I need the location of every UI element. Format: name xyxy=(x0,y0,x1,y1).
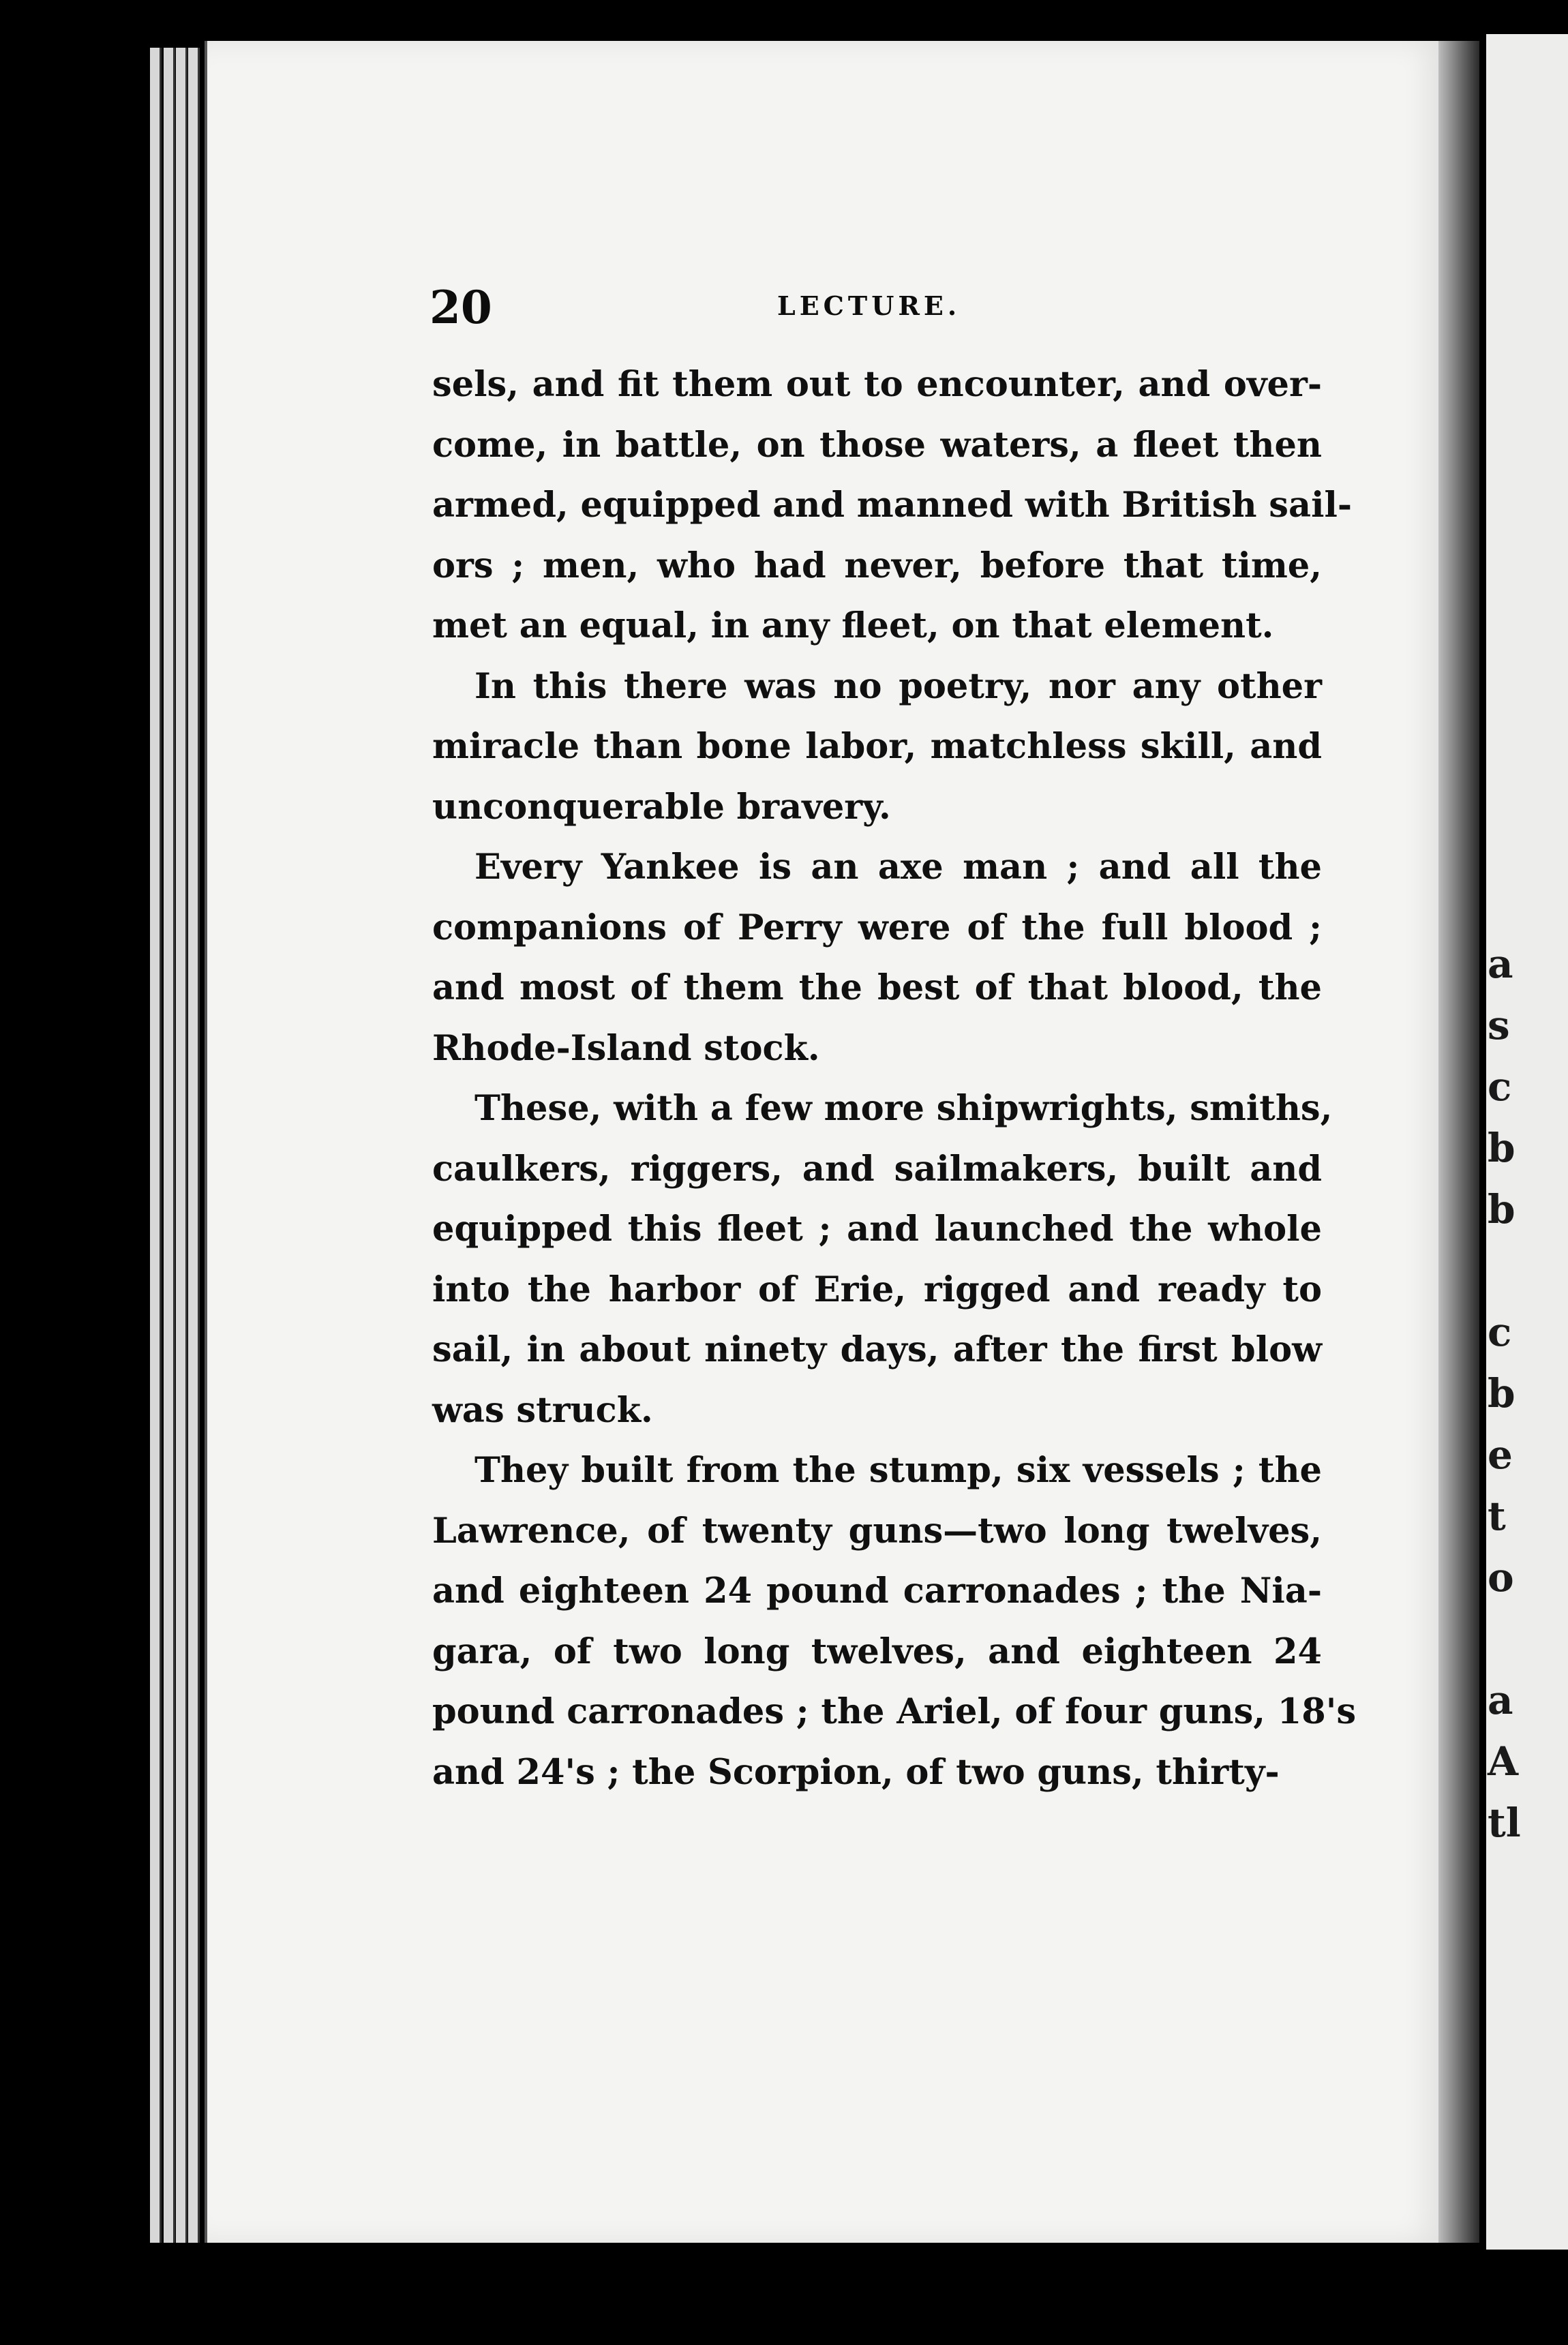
text-line: sels, and fit them out to encounter, and over- xyxy=(432,364,1322,405)
gutter-shadow xyxy=(1438,41,1479,2243)
text-line: caulkers, riggers, and sailmakers, built and xyxy=(432,1148,1322,1190)
text-line: and 24's ; the Scorpion, of two guns, thirty- xyxy=(432,1751,1280,1793)
text-line: gara, of two long twelves, and eighteen 24 xyxy=(432,1631,1322,1672)
text-line: come, in battle, on those waters, a fleet then xyxy=(432,424,1322,466)
page-number: 20 xyxy=(429,281,492,334)
paragraph xyxy=(432,656,1322,838)
facing-page-letter: b xyxy=(1488,1186,1516,1232)
text-line: Every Yankee is an axe man ; and all the xyxy=(474,847,1322,888)
page-edge xyxy=(164,48,175,2243)
text-line: unconquerable bravery. xyxy=(432,786,891,828)
facing-page-letter: s xyxy=(1488,1002,1510,1048)
facing-page-letter: c xyxy=(1488,1309,1512,1355)
text-line: Lawrence, of twenty guns—two long twelves, xyxy=(432,1510,1322,1552)
text-line: was struck. xyxy=(432,1389,653,1431)
facing-page-letter: t xyxy=(1488,1493,1506,1539)
page-header xyxy=(429,281,1316,342)
text-line: equipped this fleet ; and launched the whole xyxy=(432,1209,1322,1250)
facing-page-letter: a xyxy=(1488,1677,1513,1723)
text-line: and eighteen 24 pound carronades ; the Nia- xyxy=(432,1571,1322,1612)
text-line: into the harbor of Erie, rigged and ready to xyxy=(432,1269,1322,1310)
facing-page-letter: a xyxy=(1488,941,1513,987)
facing-page-letter: tl xyxy=(1488,1800,1521,1846)
running-head: LECTURE. xyxy=(777,290,961,321)
page-edge xyxy=(150,48,162,2243)
text-line: sail, in about ninety days, after the first blow xyxy=(432,1329,1322,1370)
text-line: In this there was no poetry, nor any other xyxy=(474,665,1322,707)
paragraph xyxy=(432,837,1322,1078)
text-line: These, with a few more shipwrights, smiths, xyxy=(474,1088,1333,1129)
page-edge xyxy=(188,48,200,2243)
paragraph xyxy=(432,354,1352,656)
text-line: They built from the stump, six vessels ; the xyxy=(474,1450,1322,1491)
text-line: companions of Perry were of the full blood ; xyxy=(432,907,1322,948)
paragraph xyxy=(432,1440,1357,1802)
facing-page-letter: b xyxy=(1488,1370,1516,1417)
facing-page-edge xyxy=(1486,34,1568,2250)
text-line: met an equal, in any fleet, on that element. xyxy=(432,605,1274,646)
text-line: Rhode-Island stock. xyxy=(432,1027,820,1069)
text-line: ors ; men, who had never, before that time, xyxy=(432,545,1322,586)
facing-page-letter: A xyxy=(1488,1738,1519,1785)
body-text xyxy=(432,354,1357,1802)
facing-page-letter: b xyxy=(1488,1125,1516,1171)
facing-page-letter: e xyxy=(1488,1432,1513,1478)
text-line: and most of them the best of that blood, the xyxy=(432,967,1322,1008)
facing-page-letter: o xyxy=(1488,1554,1514,1601)
paragraph xyxy=(432,1078,1333,1440)
text-line: miracle than bone labor, matchless skill, and xyxy=(432,726,1322,767)
text-line: armed, equipped and manned with British sail- xyxy=(432,485,1352,526)
page-edge xyxy=(176,48,187,2243)
text-line: pound carronades ; the Ariel, of four guns, 18's xyxy=(432,1691,1357,1732)
facing-page-letter: c xyxy=(1488,1063,1512,1110)
